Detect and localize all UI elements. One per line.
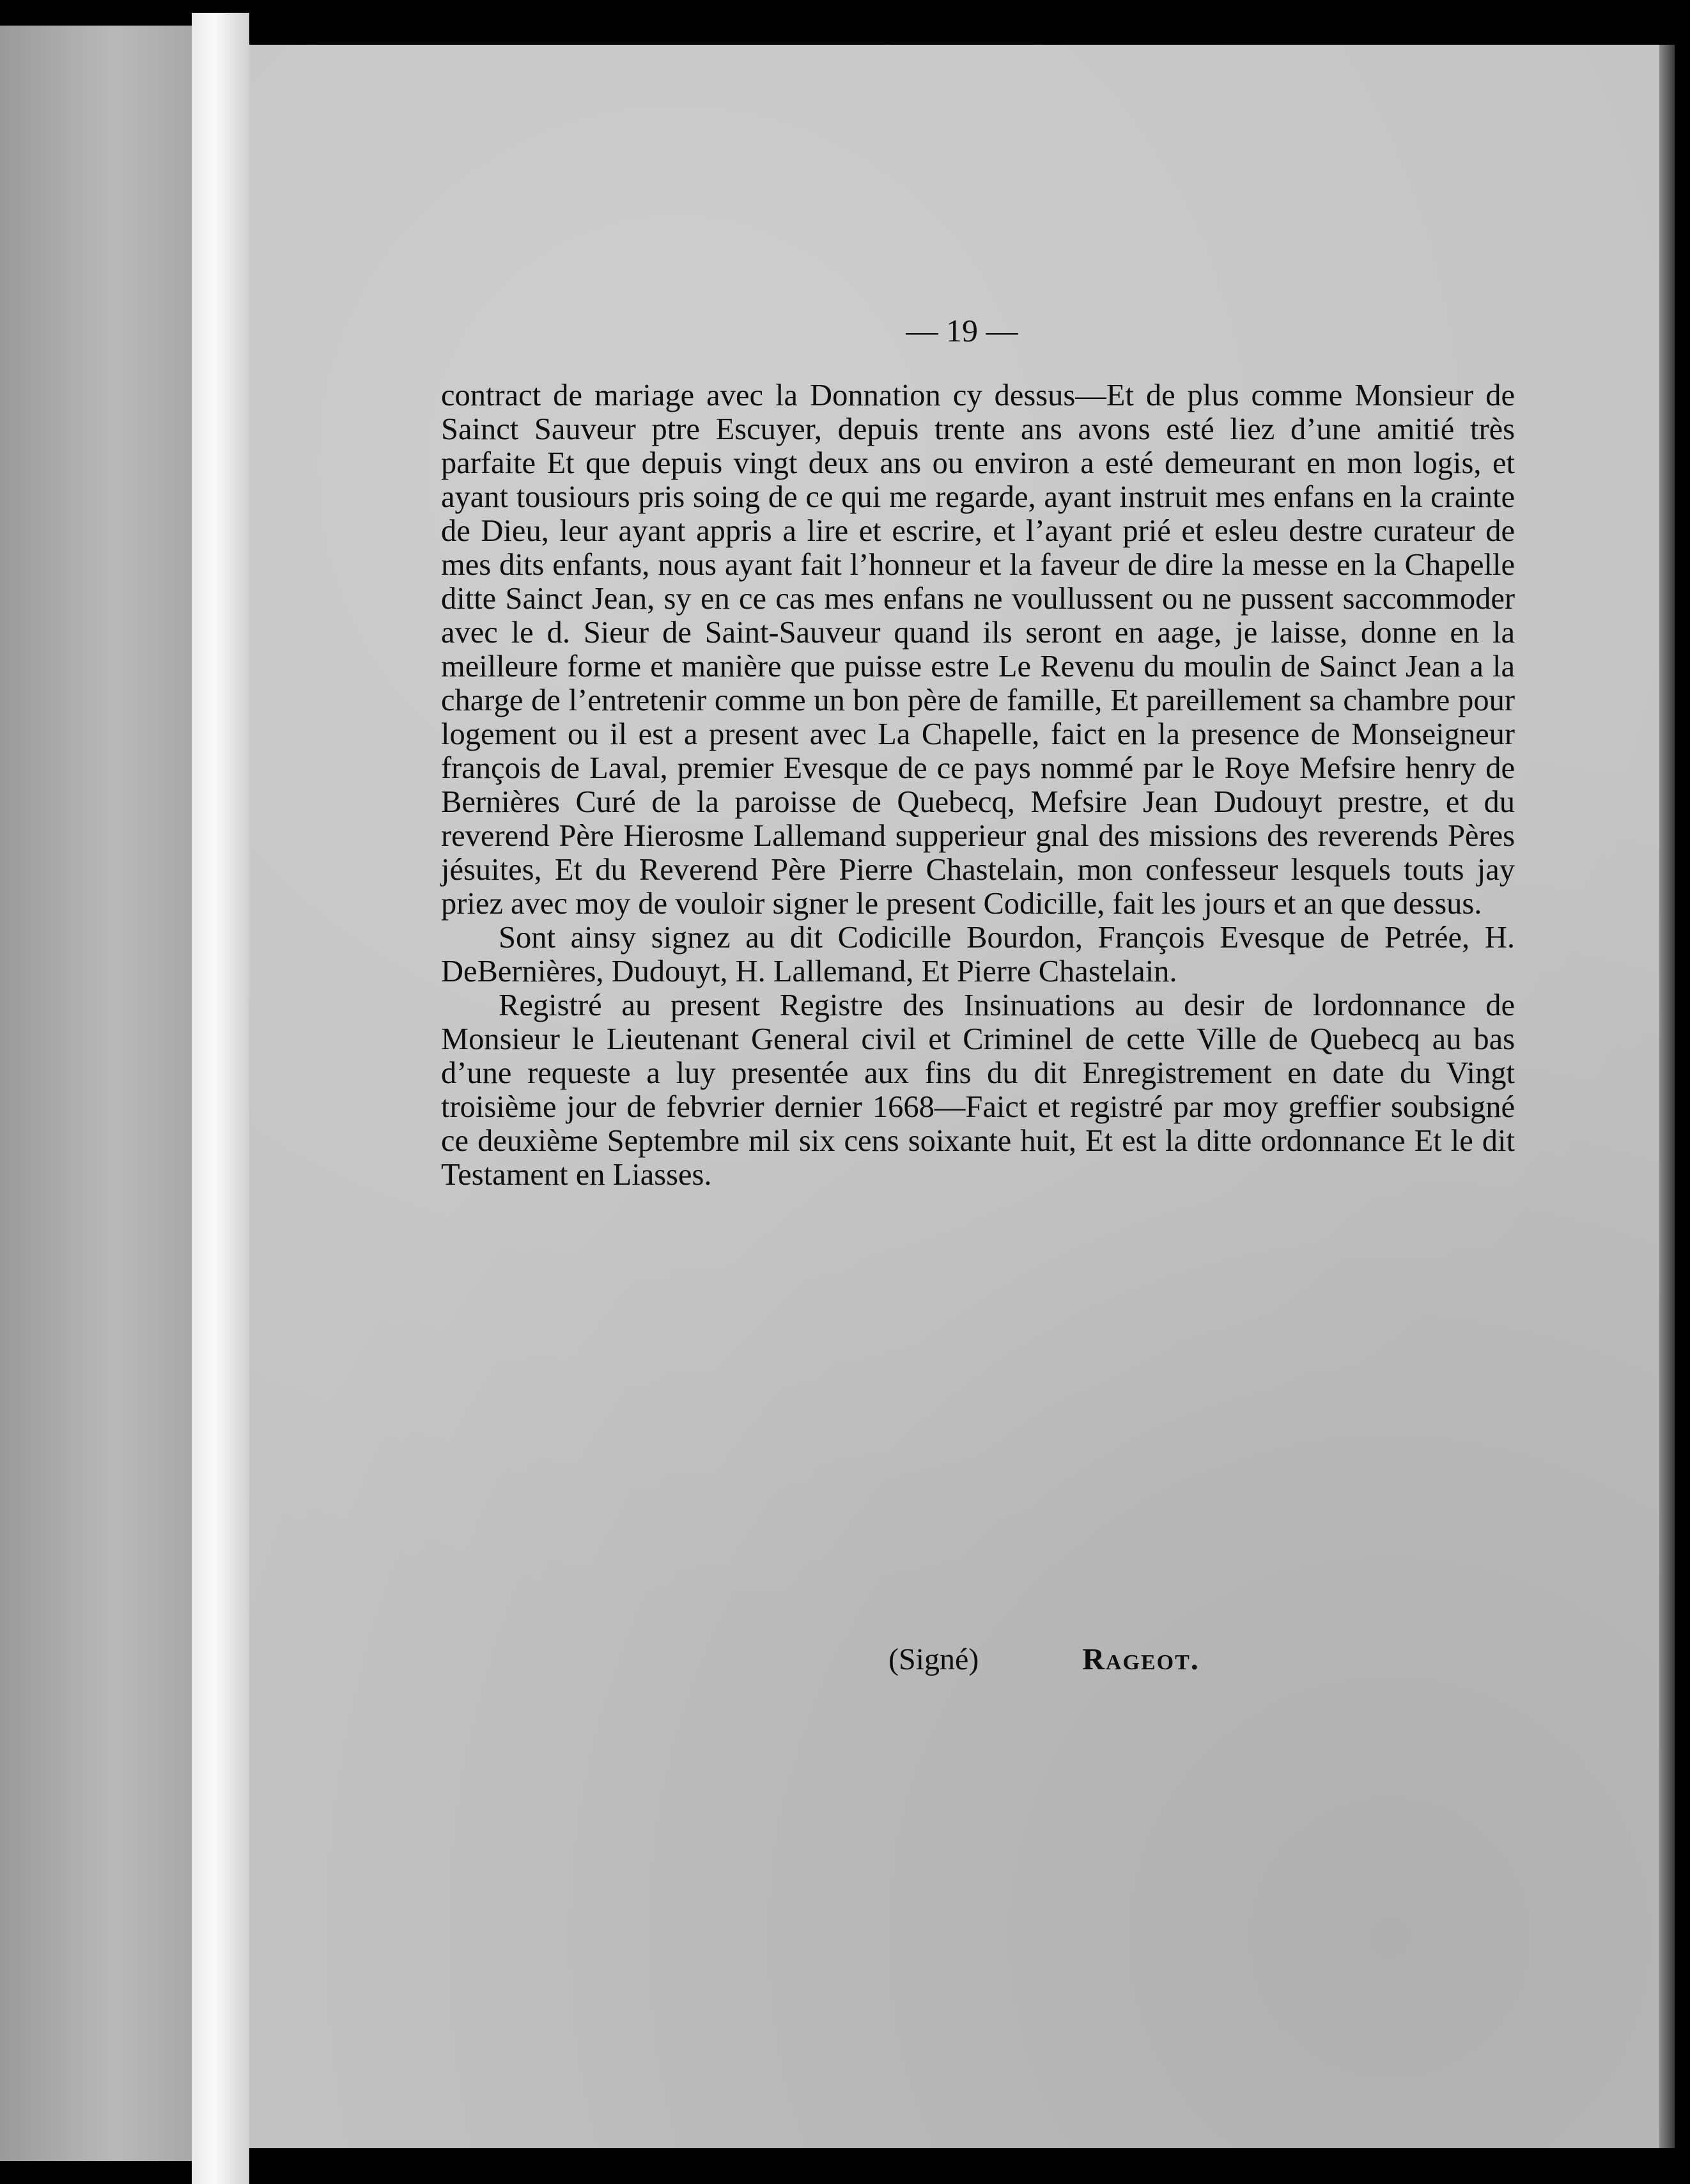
- signer-name: Rageot.: [1082, 1642, 1200, 1676]
- document-page: [249, 45, 1675, 2148]
- page-shadow-edge: [1659, 45, 1675, 2148]
- signature-line: [888, 1642, 1464, 1677]
- paragraph-codicil: contract de mariage avec la Donnation cy dessus—Et de plus comme Monsieur de Sainct Sauveur ptre Escuyer, depuis trente ans avons esté liez d’une amitié très parfaite Et que depuis vingt deux ans ou environ a esté demeurant en mon logis, et ayant tousiours pris soing de ce qui me regarde, ayant instruit mes enfans en la crainte de Dieu, leur ayant appris a lire et escrire, et l’ayant prié et esleu destre curateur de mes dits enfants, nous ayant fait l’honneur et la faveur de dire la messe en la Chapelle ditte Sainct Jean, sy en ce cas mes enfans ne voullussent ou ne pussent saccommoder avec le d. Sieur de Saint-Sauveur quand ils seront en aage, je laisse, donne en la meilleure forme et manière que puisse estre Le Revenu du moulin de Sainct Jean a la charge de l’entretenir comme un bon père de famille, Et pareillement sa chambre pour logement ou il est a present avec La Chapelle, faict en la presence de Monseigneur françois de Laval, premier Evesque de ce pays nommé par le Roye Mefsire henry de Bernières Curé de la paroisse de Quebecq, Mefsire Jean Dudouyt prestre, et du reverend Père Hierosme Lallemand supperieur gnal des missions des reverends Pères jésuites, Et du Reverend Père Pierre Chastelain, mon confesseur lesquels touts jay priez avec moy de vouloir signer le present Codicille, fait les jours et an que dessus.: [441, 378, 1515, 921]
- paragraph-registration: Registré au present Registre des Insinuations au desir de lordonnance de Monsieur le Lieutenant General civil et Criminel de cette Ville de Quebecq au bas d’une requeste a luy presentée aux fins du dit Enregistrement en date du Vingt troisième jour de febvrier dernier 1668—Faict et registré par moy greffier soubsigné ce deuxième Septembre mil six cens soixante huit, Et est la ditte ordonnance Et le dit Testament en Liasses.: [441, 988, 1515, 1192]
- paragraph-signatories: Sont ainsy signez au dit Codicille Bourdon, François Evesque de Petrée, H. DeBernières, Dudouyt, H. Lallemand, Et Pierre Chastelain.: [441, 921, 1515, 988]
- body-text: [441, 378, 1515, 1192]
- book-gutter: [192, 13, 249, 2184]
- facing-page-edge: [0, 26, 192, 2161]
- page-number: — 19 —: [906, 313, 1018, 348]
- signature-label: (Signé): [888, 1642, 979, 1676]
